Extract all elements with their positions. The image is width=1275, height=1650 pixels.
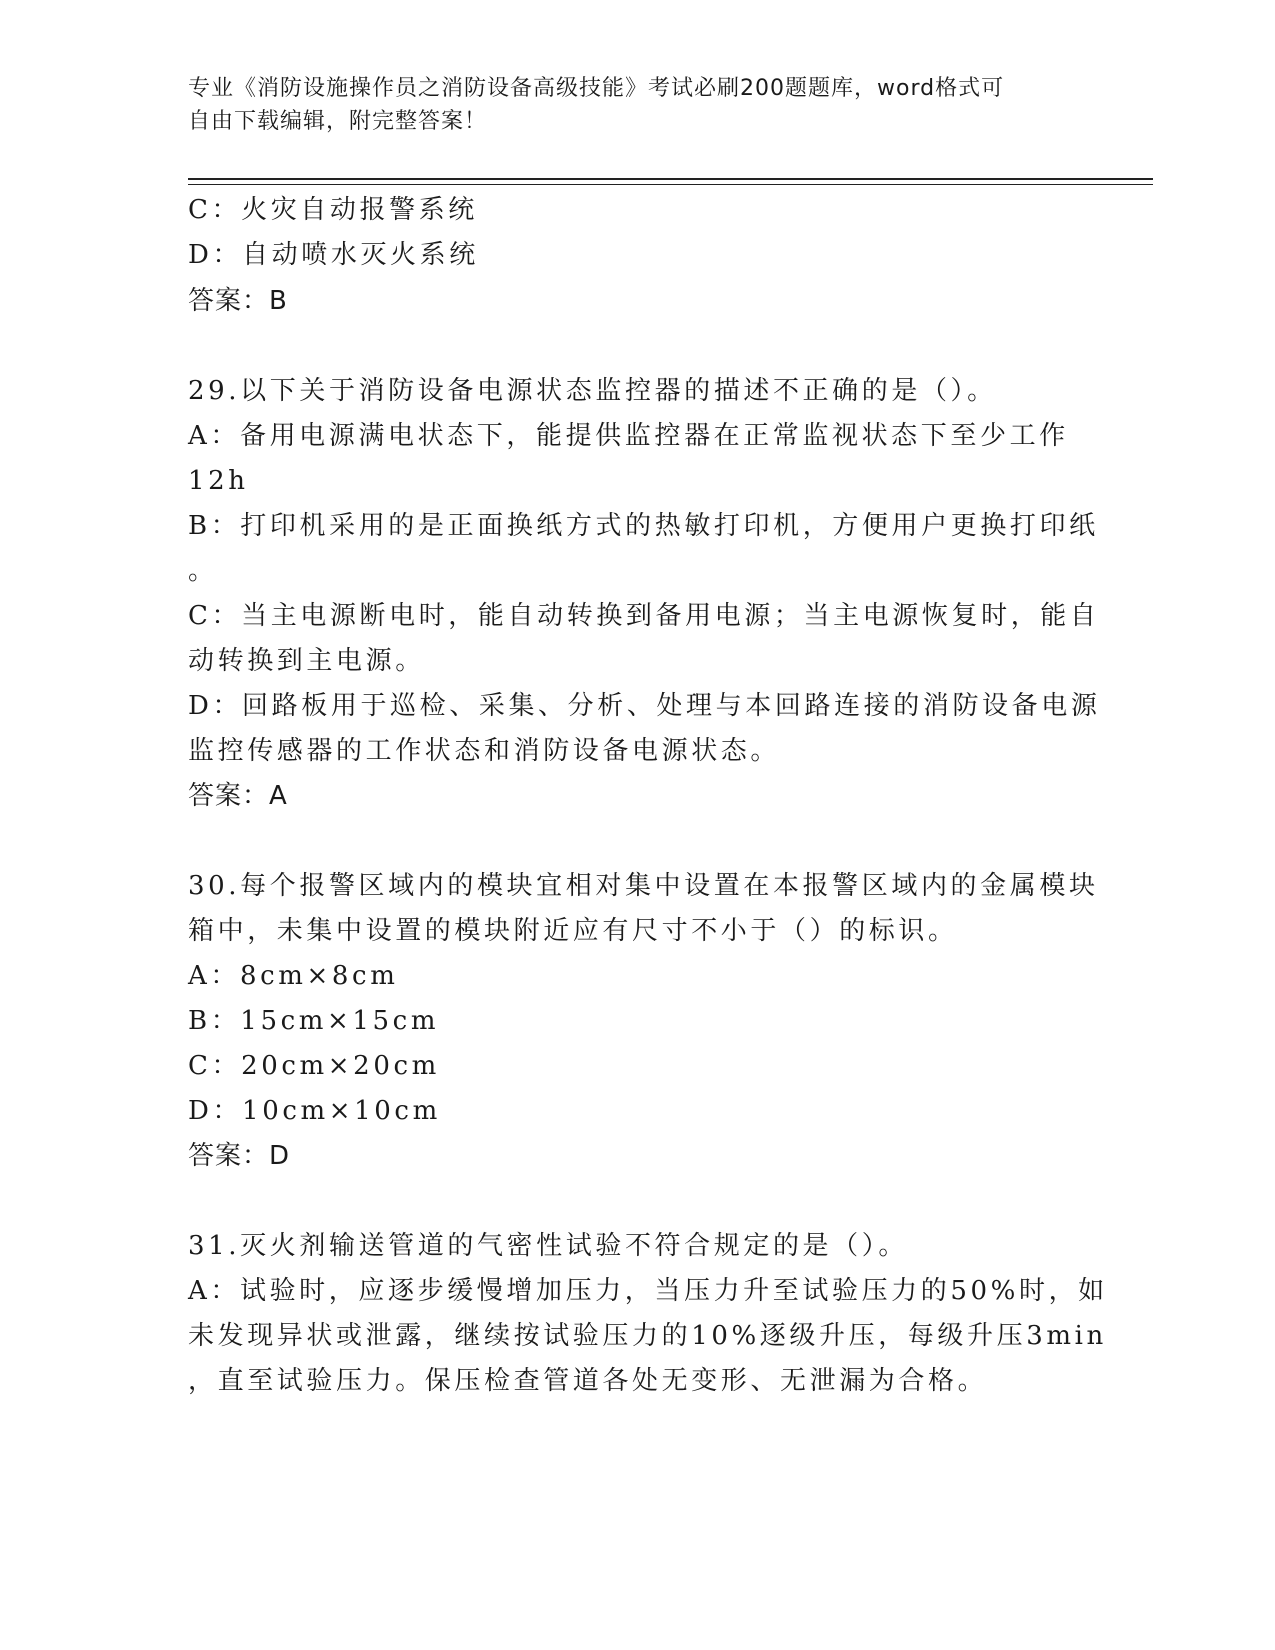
question-line: 31.灭火剂输送管道的气密性试验不符合规定的是（）。 xyxy=(188,1231,908,1261)
header-line-1: 专业《消防设施操作员之消防设备高级技能》考试必刷200题题库，word格式可 xyxy=(188,76,1005,101)
option-line: B：15cm×15cm xyxy=(188,1006,440,1036)
option-line: D：回路板用于巡检、采集、分析、处理与本回路连接的消防设备电源 xyxy=(188,691,1101,721)
header-line-2: 自由下载编辑，附完整答案！ xyxy=(188,109,488,134)
option-line: A：8cm×8cm xyxy=(188,961,399,991)
question-line: 30.每个报警区域内的模块宜相对集中设置在本报警区域内的金属模块 xyxy=(188,871,1099,901)
option-line: 监控传感器的工作状态和消防设备电源状态。 xyxy=(188,736,781,766)
option-line: A：备用电源满电状态下，能提供监控器在正常监视状态下至少工作 xyxy=(188,421,1069,451)
option-line: 12h xyxy=(188,466,249,496)
option-line: D：10cm×10cm xyxy=(188,1096,441,1126)
option-line: A：试验时，应逐步缓慢增加压力，当压力升至试验压力的50%时，如 xyxy=(188,1276,1108,1306)
answer-line: 答案：D xyxy=(188,1141,291,1171)
answer-line: 答案：B xyxy=(188,286,288,316)
option-line: C：20cm×20cm xyxy=(188,1051,440,1081)
question-line: 29.以下关于消防设备电源状态监控器的描述不正确的是（）。 xyxy=(188,376,997,406)
option-line: B：打印机采用的是正面换纸方式的热敏打印机，方便用户更换打印纸 xyxy=(188,511,1099,541)
option-line: ，直至试验压力。保压检查管道各处无变形、无泄漏为合格。 xyxy=(188,1366,988,1396)
option-line: C：火灾自动报警系统 xyxy=(188,195,478,225)
option-line: 动转换到主电源。 xyxy=(188,646,425,676)
answer-line: 答案：A xyxy=(188,781,288,811)
question-line: 箱中，未集中设置的模块附近应有尺寸不小于（）的标识。 xyxy=(188,916,958,946)
option-line: 。 xyxy=(188,556,218,586)
option-line: C：当主电源断电时，能自动转换到备用电源；当主电源恢复时，能自 xyxy=(188,601,1100,631)
option-line: 未发现异状或泄露，继续按试验压力的10%逐级升压，每级升压3min xyxy=(188,1321,1107,1351)
option-line: D：自动喷水灭火系统 xyxy=(188,240,479,270)
